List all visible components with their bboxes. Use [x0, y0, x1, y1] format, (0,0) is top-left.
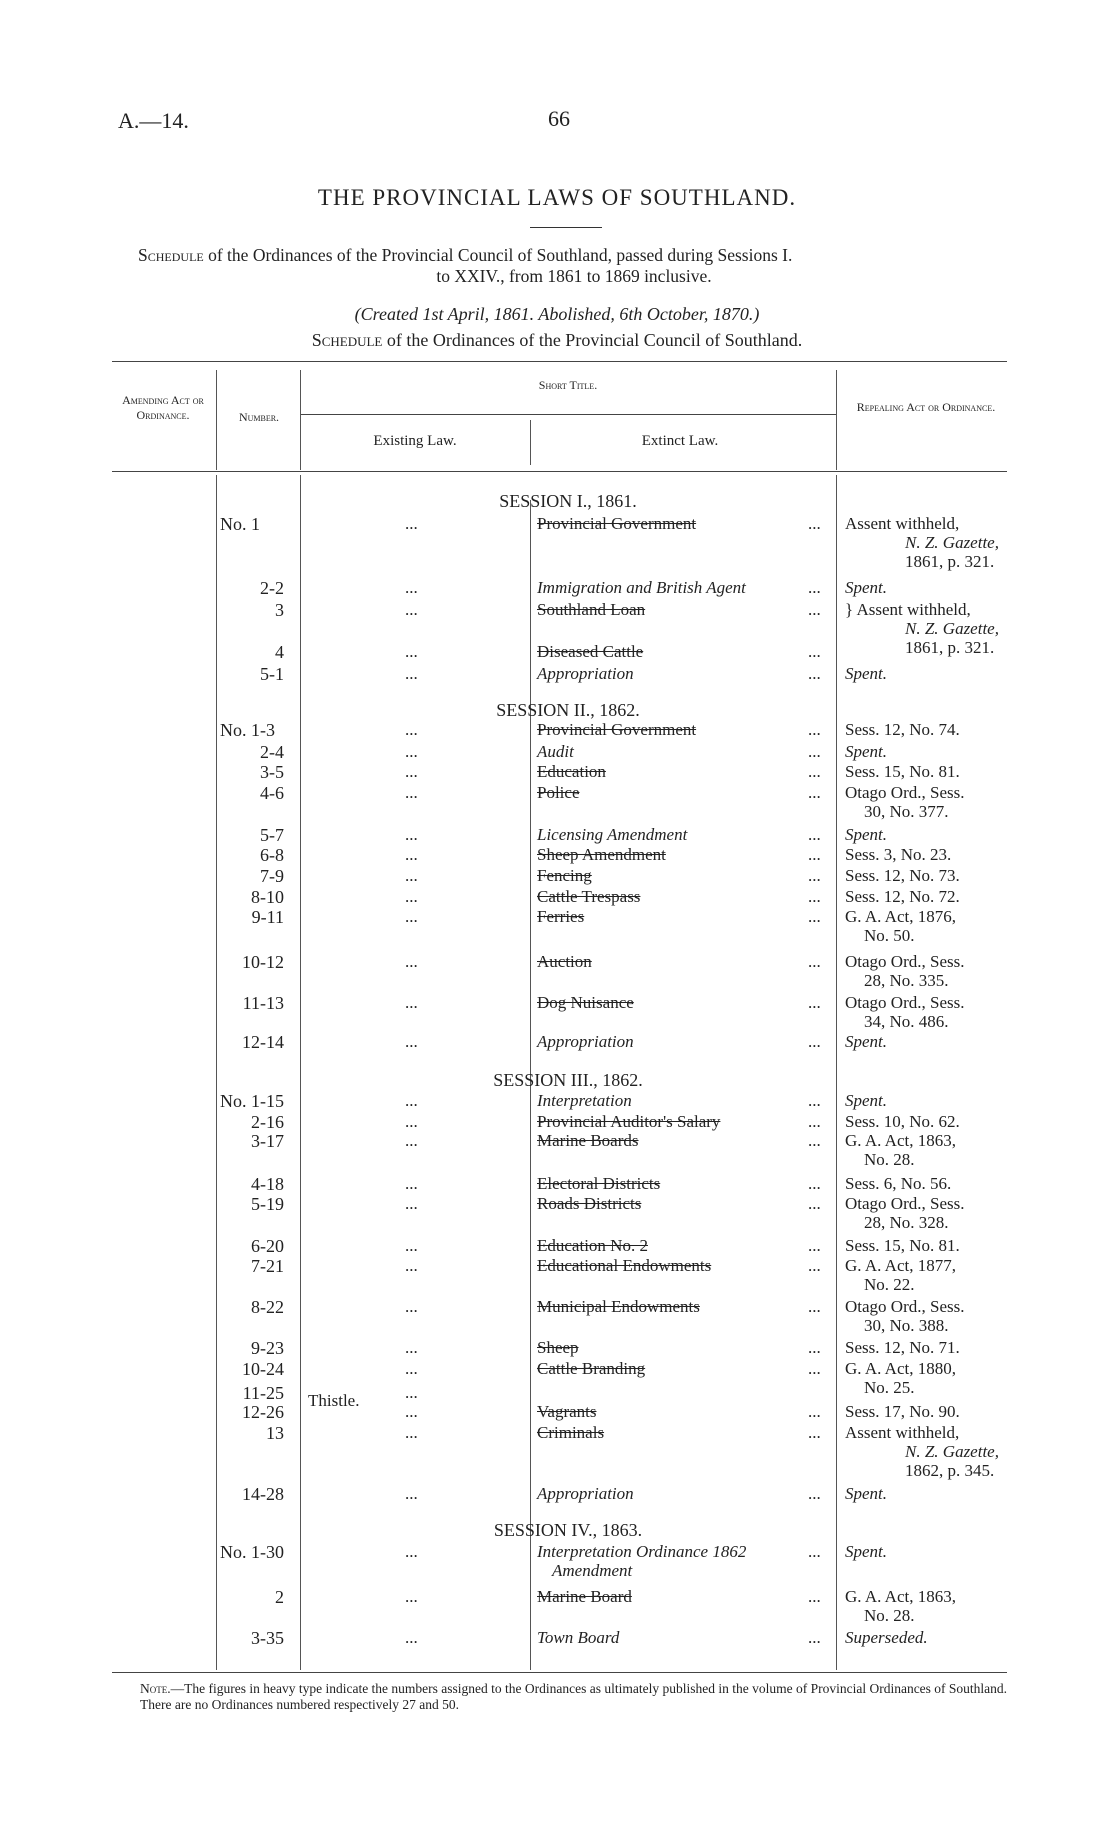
- repealing-act-line: Sess. 15, No. 81.: [845, 762, 960, 781]
- extinct-law-title: Diseased Cattle: [537, 642, 644, 661]
- leader-dots: ...: [808, 1091, 821, 1110]
- title-rule: [530, 227, 602, 228]
- repealing-act-line: 30, No. 377.: [864, 802, 949, 821]
- repealing-act-line: Sess. 15, No. 81.: [845, 1236, 960, 1255]
- ordinance-number: 13: [266, 1423, 284, 1443]
- leader-dots: ...: [405, 514, 418, 533]
- leader-dots: ...: [808, 1338, 821, 1357]
- table-top-rule: [112, 361, 1007, 362]
- schedule-line-2: [0, 330, 1114, 351]
- extinct-law-title: Fencing: [537, 866, 592, 885]
- extinct-law-title: Electoral Districts: [537, 1174, 661, 1193]
- session-heading: SESSION III., 1862.: [493, 1070, 643, 1090]
- schedule2-word: Schedule: [311, 330, 383, 350]
- repealing-act-line: No. 50.: [864, 926, 915, 945]
- col-divider-4-head: [836, 370, 837, 470]
- existing-law-title: Thistle.: [308, 1391, 360, 1410]
- leader-dots: ...: [405, 1542, 418, 1561]
- created-abolished-line: (Created 1st April, 1861. Abolished, 6th October, 1870.): [354, 304, 760, 324]
- repealing-act-line: Assent withheld,: [845, 1423, 960, 1442]
- repealing-act-line: N. Z. Gazette,: [905, 533, 999, 552]
- repealing-act-line: Spent.: [845, 742, 888, 761]
- header-number: Number.: [238, 410, 280, 424]
- ordinance-number: 2-4: [260, 742, 284, 762]
- repealing-act-line: Sess. 3, No. 23.: [845, 845, 952, 864]
- ordinance-number: 8-10: [251, 887, 284, 907]
- repealing-act-line: Spent.: [845, 1542, 888, 1561]
- extinct-law-title: Interpretation Ordinance 1862: [537, 1542, 747, 1561]
- col-divider-1-head: [216, 370, 217, 470]
- note-text: —The figures in heavy type indicate the numbers assigned to the Ordinances as ultimately published in the volume of Provincial Ordinances of Southland.: [170, 1681, 1008, 1696]
- leader-dots: ...: [808, 1174, 821, 1193]
- repealing-act-line: Superseded.: [845, 1628, 928, 1647]
- repealing-act-line: G. A. Act, 1863,: [845, 1131, 956, 1150]
- ordinance-number: 9-11: [251, 907, 284, 927]
- repealing-act-line: Sess. 17, No. 90.: [845, 1402, 960, 1421]
- extinct-law-title: Education: [537, 762, 606, 781]
- leader-dots: ...: [405, 1383, 418, 1402]
- short-title-subrule: [300, 414, 836, 415]
- col-divider-4: [836, 475, 837, 1670]
- leader-dots: ...: [808, 1297, 821, 1316]
- extinct-law-title: Vagrants: [537, 1402, 597, 1421]
- session-heading: SESSION IV., 1863.: [493, 1520, 643, 1540]
- leader-dots: ...: [808, 600, 821, 619]
- ordinance-number: 10-24: [242, 1359, 284, 1379]
- leader-dots: ...: [405, 1236, 418, 1255]
- leader-dots: ...: [808, 742, 821, 761]
- leader-dots: ...: [808, 1423, 821, 1442]
- leader-dots: ...: [808, 825, 821, 844]
- repealing-act-line: 28, No. 328.: [864, 1213, 949, 1232]
- extinct-law-title: Audit: [537, 742, 574, 761]
- leader-dots: ...: [405, 825, 418, 844]
- extinct-law-title: Sheep: [537, 1338, 579, 1357]
- schedule2-text: of the Ordinances of the Provincial Council of Southland.: [386, 330, 803, 350]
- leader-dots: ...: [405, 783, 418, 802]
- extinct-law-title: Southland Loan: [537, 600, 646, 619]
- extinct-law-title: Criminals: [537, 1423, 605, 1442]
- extinct-law-title: Licensing Amendment: [537, 825, 688, 844]
- leader-dots: ...: [405, 600, 418, 619]
- leader-dots: ...: [808, 993, 821, 1012]
- ordinance-number: No. 1-15: [220, 1091, 284, 1111]
- col-divider-3-head: [530, 420, 531, 465]
- schedule-intro: [138, 245, 1010, 287]
- ordinance-number: 8-22: [251, 1297, 284, 1317]
- leader-dots: ...: [808, 762, 821, 781]
- note-2: There are no Ordinances numbered respectively 27 and 50.: [140, 1697, 459, 1712]
- repealing-act-line: Otago Ord., Sess.: [845, 952, 965, 971]
- leader-dots: ...: [405, 952, 418, 971]
- extinct-law-title: Provincial Government: [537, 514, 697, 533]
- leader-dots: ...: [808, 887, 821, 906]
- extinct-law-title: Auction: [537, 952, 592, 971]
- leader-dots: ...: [405, 1587, 418, 1606]
- leader-dots: ...: [405, 1484, 418, 1503]
- repealing-act-line: Otago Ord., Sess.: [845, 1297, 965, 1316]
- document-reference: A.—14.: [118, 108, 189, 133]
- ordinance-number: 4-6: [260, 783, 284, 803]
- extinct-law-title: Ferries: [537, 907, 585, 926]
- table-header-bottom-rule: [112, 471, 1007, 472]
- repealing-act-line: Sess. 10, No. 62.: [845, 1112, 960, 1131]
- extinct-law-title: Interpretation: [537, 1091, 632, 1110]
- leader-dots: ...: [405, 578, 418, 597]
- leader-dots: ...: [405, 1131, 418, 1150]
- leader-dots: ...: [808, 1131, 821, 1150]
- leader-dots: ...: [405, 1256, 418, 1275]
- leader-dots: ...: [808, 1256, 821, 1275]
- leader-dots: ...: [808, 720, 821, 739]
- ordinance-number: 2-2: [260, 578, 284, 598]
- repealing-act-line: No. 25.: [864, 1378, 915, 1397]
- ordinance-number: 5-7: [260, 825, 284, 845]
- leader-dots: ...: [808, 1359, 821, 1378]
- ordinance-number: 11-25: [242, 1383, 284, 1403]
- leader-dots: ...: [405, 1402, 418, 1421]
- schedule-word: Schedule: [138, 245, 204, 265]
- ordinance-number: 3-17: [251, 1131, 284, 1151]
- table-bottom-rule: [112, 1672, 1007, 1673]
- ordinance-number: 5-1: [260, 664, 284, 684]
- repealing-act-line: Spent.: [845, 1032, 888, 1051]
- ordinance-number: 4: [275, 642, 284, 662]
- leader-dots: ...: [405, 993, 418, 1012]
- note-label: Note.: [140, 1681, 171, 1696]
- ordinance-number: 4-18: [251, 1174, 284, 1194]
- repealing-act-line: 34, No. 486.: [864, 1012, 949, 1031]
- repealing-act-line: No. 28.: [864, 1606, 915, 1625]
- leader-dots: ...: [405, 664, 418, 683]
- repealing-act-line: Spent.: [845, 664, 888, 683]
- leader-dots: ...: [808, 1032, 821, 1051]
- repealing-act-line: 1861, p. 321.: [905, 552, 995, 571]
- ordinance-number: 9-23: [251, 1338, 284, 1358]
- ordinance-number: 3: [275, 600, 284, 620]
- leader-dots: ...: [405, 762, 418, 781]
- leader-dots: ...: [405, 1112, 418, 1131]
- header-repealing: Repealing Act or Ordinance.: [856, 400, 996, 414]
- repealing-act-line: 1862, p. 345.: [905, 1461, 995, 1480]
- header-extinct-law: Extinct Law.: [641, 433, 719, 449]
- header-existing-law: Existing Law.: [373, 433, 457, 449]
- leader-dots: ...: [808, 1542, 821, 1561]
- repealing-act-line: Otago Ord., Sess.: [845, 1194, 965, 1213]
- ordinance-number: 3-35: [251, 1628, 284, 1648]
- extinct-law-title: Appropriation: [537, 1032, 634, 1051]
- leader-dots: ...: [405, 642, 418, 661]
- repealing-act-line: N. Z. Gazette,: [905, 619, 999, 638]
- repealing-act-line: Sess. 6, No. 56.: [845, 1174, 952, 1193]
- ordinance-number: 11-13: [242, 993, 284, 1013]
- repealing-act-line: Spent.: [845, 578, 888, 597]
- leader-dots: ...: [808, 1194, 821, 1213]
- leader-dots: ...: [808, 907, 821, 926]
- ordinance-number: 2-16: [251, 1112, 284, 1132]
- repealing-act-line: } Assent withheld,: [845, 600, 971, 619]
- extinct-law-title: Police: [537, 783, 580, 802]
- extinct-law-title: Marine Boards: [537, 1131, 639, 1150]
- repealing-act-line: Assent withheld,: [845, 514, 960, 533]
- session-heading: SESSION II., 1862.: [496, 700, 640, 720]
- leader-dots: ...: [808, 1112, 821, 1131]
- header-amending: Amending Act or Ordinance.: [122, 393, 204, 422]
- page-number: 66: [548, 106, 570, 131]
- leader-dots: ...: [405, 887, 418, 906]
- repealing-act-line: 1861, p. 321.: [905, 638, 995, 657]
- extinct-law-title: Town Board: [537, 1628, 620, 1647]
- page-title: THE PROVINCIAL LAWS OF SOUTHLAND.: [317, 185, 797, 210]
- repealing-act-line: 28, No. 335.: [864, 971, 949, 990]
- repealing-act-line: N. Z. Gazette,: [905, 1442, 999, 1461]
- ordinance-number: 7-9: [260, 866, 284, 886]
- leader-dots: ...: [808, 952, 821, 971]
- leader-dots: ...: [808, 1236, 821, 1255]
- repealing-act-line: Sess. 12, No. 72.: [845, 887, 960, 906]
- leader-dots: ...: [808, 514, 821, 533]
- extinct-law-title: Cattle Trespass: [537, 887, 641, 906]
- ordinance-number: No. 1-3: [220, 720, 275, 740]
- repealing-act-line: No. 22.: [864, 1275, 915, 1294]
- leader-dots: ...: [405, 742, 418, 761]
- ordinance-number: No. 1-30: [220, 1542, 284, 1562]
- ordinance-number: 7-21: [251, 1256, 284, 1276]
- repealing-act-line: Spent.: [845, 825, 888, 844]
- extinct-law-title: Provincial Auditor's Salary: [537, 1112, 721, 1131]
- extinct-law-title-cont: Amendment: [552, 1561, 633, 1580]
- leader-dots: ...: [405, 1628, 418, 1647]
- repealing-act-line: Sess. 12, No. 74.: [845, 720, 960, 739]
- schedule-text-2: to XXIV., from 1861 to 1869 inclusive.: [436, 266, 712, 286]
- ordinance-number: 2: [275, 1587, 284, 1607]
- repealing-act-line: G. A. Act, 1877,: [845, 1256, 956, 1275]
- extinct-law-title: Roads Districts: [537, 1194, 642, 1213]
- extinct-law-title: Appropriation: [537, 664, 634, 683]
- leader-dots: ...: [808, 578, 821, 597]
- ordinance-number: 6-8: [260, 845, 284, 865]
- repealing-act-line: Spent.: [845, 1091, 888, 1110]
- ordinance-number: 3-5: [260, 762, 284, 782]
- repealing-act-line: Spent.: [845, 1484, 888, 1503]
- repealing-act-line: No. 28.: [864, 1150, 915, 1169]
- leader-dots: ...: [808, 1587, 821, 1606]
- ordinance-number: 12-14: [242, 1032, 284, 1052]
- leader-dots: ...: [405, 866, 418, 885]
- leader-dots: ...: [405, 1423, 418, 1442]
- leader-dots: ...: [405, 1338, 418, 1357]
- extinct-law-title: Sheep Amendment: [537, 845, 666, 864]
- leader-dots: ...: [405, 1359, 418, 1378]
- extinct-law-title: Educational Endowments: [537, 1256, 712, 1275]
- leader-dots: ...: [405, 845, 418, 864]
- repealing-act-line: 30, No. 388.: [864, 1316, 949, 1335]
- ordinance-number: 6-20: [251, 1236, 284, 1256]
- repealing-act-line: G. A. Act, 1863,: [845, 1587, 956, 1606]
- leader-dots: ...: [808, 783, 821, 802]
- repealing-act-line: G. A. Act, 1876,: [845, 907, 956, 926]
- col-divider-1: [216, 475, 217, 1670]
- ordinance-number: 14-28: [242, 1484, 284, 1504]
- leader-dots: ...: [405, 1091, 418, 1110]
- header-short-title: Short Title.: [538, 378, 598, 392]
- leader-dots: ...: [808, 664, 821, 683]
- ordinance-number: No. 1: [220, 514, 260, 534]
- leader-dots: ...: [405, 907, 418, 926]
- extinct-law-title: Appropriation: [537, 1484, 634, 1503]
- repealing-act-line: Sess. 12, No. 71.: [845, 1338, 960, 1357]
- ordinance-number: 10-12: [242, 952, 284, 972]
- leader-dots: ...: [405, 1174, 418, 1193]
- leader-dots: ...: [405, 1032, 418, 1051]
- leader-dots: ...: [405, 1297, 418, 1316]
- session-heading: SESSION I., 1861.: [499, 491, 637, 511]
- footnote: [100, 1681, 1015, 1713]
- extinct-law-title: Immigration and British Agent: [537, 578, 746, 597]
- extinct-law-title: Municipal Endowments: [537, 1297, 700, 1316]
- repealing-act-line: Sess. 12, No. 73.: [845, 866, 960, 885]
- extinct-law-title: Provincial Government: [537, 720, 697, 739]
- schedule-text-1: of the Ordinances of the Provincial Council of Southland, passed during Sessions I.: [208, 245, 793, 265]
- leader-dots: ...: [808, 1402, 821, 1421]
- repealing-act-line: Otago Ord., Sess.: [845, 993, 965, 1012]
- leader-dots: ...: [808, 642, 821, 661]
- repealing-act-line: Otago Ord., Sess.: [845, 783, 965, 802]
- repealing-act-line: G. A. Act, 1880,: [845, 1359, 956, 1378]
- leader-dots: ...: [405, 1194, 418, 1213]
- leader-dots: ...: [405, 720, 418, 739]
- extinct-law-title: Marine Board: [537, 1587, 632, 1606]
- ordinance-number: 5-19: [251, 1194, 284, 1214]
- extinct-law-title: Education No. 2: [537, 1236, 648, 1255]
- leader-dots: ...: [808, 1484, 821, 1503]
- leader-dots: ...: [808, 845, 821, 864]
- leader-dots: ...: [808, 866, 821, 885]
- extinct-law-title: Dog Nuisance: [537, 993, 634, 1012]
- leader-dots: ...: [808, 1628, 821, 1647]
- extinct-law-title: Cattle Branding: [537, 1359, 646, 1378]
- ordinance-number: 12-26: [242, 1402, 284, 1422]
